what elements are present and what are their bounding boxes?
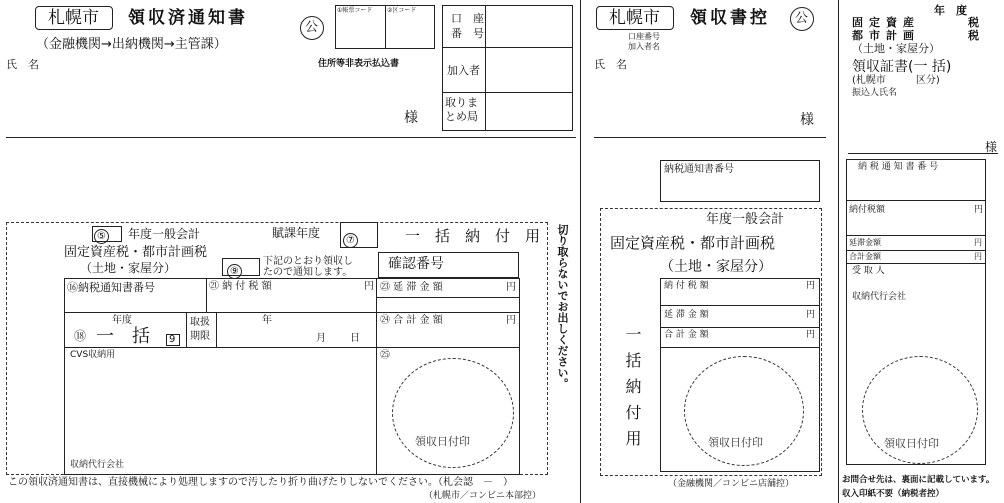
lump-label: 一 括: [96, 326, 150, 347]
honorific: 様: [404, 110, 418, 126]
agent-label: 収納代行会社: [70, 460, 125, 470]
footer-owner: （札幌市／コンビニ本部控）: [424, 491, 542, 501]
right-payer-label: 振込人氏名: [852, 88, 898, 98]
late-fee-yen: 円: [506, 282, 516, 293]
mid-stamp: 領収日付印: [708, 436, 763, 449]
tax-sub: （土地・家屋分）: [80, 261, 177, 275]
total-label: ㉔ 合 計 金 額: [380, 315, 443, 326]
month-unit: 月: [316, 333, 326, 344]
mid-footer-owner: （金融機関／コンビニ店舗控）: [668, 479, 795, 489]
right-total-yen: 円: [974, 252, 982, 261]
right-agent: 収納代行会社: [852, 292, 907, 302]
mid-stamp-circle: [684, 356, 804, 466]
right-tax-sub: （土地・家屋分）: [852, 42, 940, 55]
right-notice-number: 納 税 通 知 書 番 号: [858, 162, 939, 172]
mid-title: 領収書控: [690, 8, 770, 28]
late-fee-label: ㉓ 延 滞 金 額: [380, 282, 443, 293]
right-tax-suffix2: 税: [968, 29, 979, 42]
right-late-fee: 延滞金額: [849, 238, 881, 247]
confirm-number: 確認番号: [388, 256, 444, 272]
right-fiscal-year: 年 度: [934, 4, 967, 17]
mid-public-mark: 公: [790, 7, 814, 31]
notice-number-label: ⑯納税通知書番号: [67, 281, 155, 294]
year-label: 年度: [112, 315, 132, 326]
mid-tax-amount: 納 付 税 額: [664, 281, 709, 291]
collector-label-l1: 取りま: [445, 96, 478, 109]
ward-code-header: ②区コード: [387, 7, 417, 14]
right-inquiry: お問合せ先は、裏面に記載しています。: [842, 475, 995, 485]
public-mark: 公: [300, 16, 324, 40]
mid-late-yen: 円: [806, 310, 816, 320]
right-tax-line2: 都市計画: [852, 29, 920, 42]
right-stamp: 領収日付印: [884, 437, 939, 450]
n9b-mark: 9: [169, 334, 176, 345]
year-unit: 年: [262, 315, 272, 326]
mid-tax-sub: （土地・家屋分）: [660, 259, 772, 275]
right-honorific: 様: [985, 140, 998, 154]
handling-l1: 取扱: [190, 317, 210, 328]
fiscal-general-text: 年度一般会計: [128, 227, 201, 241]
mid-tax-name: 固定資産税・都市計画税: [610, 234, 776, 252]
handling-l2: 期限: [190, 331, 210, 342]
mid-tax-yen: 円: [806, 281, 816, 291]
account-label-l1: 口 座: [451, 12, 484, 25]
account-label-l2: 番 号: [451, 27, 484, 40]
lump-payment-title: 一 括 納 付 用: [405, 227, 541, 245]
n25-mark: ㉕: [380, 350, 390, 361]
city-badge: 札幌市: [35, 6, 113, 30]
form-title: 領収済通知書: [128, 8, 248, 28]
footer-note: この領収済通知書は、直接機械により処理しますので汚したり折り曲げたりしないでください。（札会認 － ）: [8, 477, 513, 488]
total-yen: 円: [506, 315, 516, 326]
right-late-yen: 円: [974, 238, 982, 247]
receipt-note-l2: たので通知します。: [263, 267, 353, 278]
mid-lump-vertical: 一括納付用: [623, 326, 642, 456]
tax-year-label: 賦課年度: [272, 226, 321, 240]
tax-name: 固定資産税・都市計画税: [64, 245, 208, 260]
mid-account-l1: 口座番号: [628, 32, 660, 41]
collector-label-l2: とめ局: [445, 110, 478, 123]
tax-amount-yen: 円: [364, 281, 374, 292]
right-stamp-note: 収入印紙不要（納税者控）: [842, 489, 945, 499]
right-receipt-title: 領収証書(一 括): [852, 59, 952, 75]
address-note: 住所等非表示払込書: [318, 59, 400, 69]
n9-mark: ⑨: [227, 261, 242, 279]
form-code-header: ①帳票コード: [337, 7, 373, 14]
receipt-note-l1: 下記のとおり領収し: [263, 256, 353, 267]
right-tax-amount: 納付税額: [849, 205, 886, 215]
mid-city-badge: 札幌市: [596, 6, 674, 30]
n7-mark: ⑦: [343, 230, 358, 248]
mid-account-l2: 加入者名: [628, 42, 660, 51]
cut-note: 切り取らないでお出しください。: [556, 224, 569, 389]
mid-name-label: 氏 名: [594, 58, 627, 71]
right-tax-yen: 円: [974, 205, 984, 215]
mid-fiscal-general: 年度一般会計: [706, 212, 785, 227]
mid-total: 合 計 金 額: [664, 330, 709, 340]
right-recipient: 受 取 人: [852, 266, 885, 276]
subscriber-label: 加入者: [447, 64, 480, 77]
mid-honorific: 様: [800, 112, 814, 128]
right-tax-line1: 固定資産: [852, 16, 920, 29]
day-unit: 日: [350, 333, 360, 344]
mid-total-yen: 円: [806, 330, 816, 340]
right-city-ward: (札幌市 区分): [852, 75, 940, 86]
cvs-label: CVS収納用: [70, 350, 116, 360]
tax-amount-label: ㉑ 納 付 税 額: [209, 281, 272, 292]
routing-text: （金融機関→出納機関→主管課）: [36, 37, 227, 52]
mid-notice-number: 納税通知書番号: [664, 164, 734, 175]
right-tax-suffix1: 税: [968, 16, 979, 29]
mid-late-fee: 延 滞 金 額: [664, 310, 709, 320]
n18-mark: ⑱: [74, 329, 87, 343]
fiscal-general: ⑤: [94, 229, 113, 244]
receipt-stamp-circle: [392, 358, 514, 468]
right-total: 合計金額: [849, 252, 881, 261]
receipt-stamp: 領収日付印: [415, 435, 470, 448]
divider-middle-right: [838, 0, 839, 503]
divider-left-middle: [580, 0, 581, 503]
name-label: 氏 名: [6, 58, 39, 71]
